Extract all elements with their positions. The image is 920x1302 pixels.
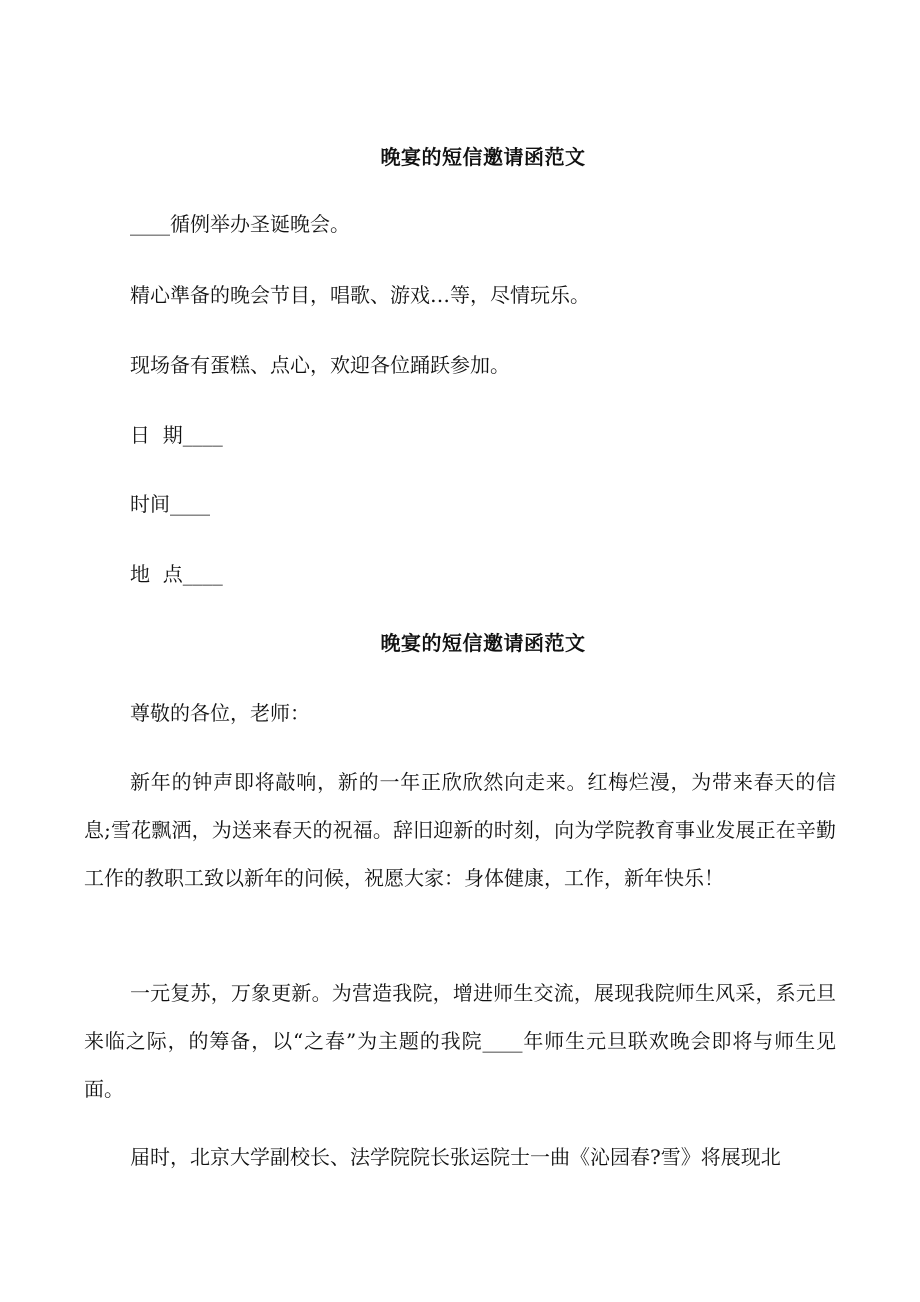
section2-title: 晚宴的短信邀请函范文: [380, 631, 586, 655]
section1-date-line: 日 期____: [130, 423, 223, 447]
section1-location-line: 地 点____: [130, 562, 223, 586]
section2-paragraph-3: 届时，北京大学副校长、法学院院长张运院士一曲《沁园春?雪》将展现北: [130, 1145, 781, 1169]
section2-salutation: 尊敬的各位，老师：: [130, 701, 310, 725]
section2-paragraph-2: 一元复苏，万象更新。为营造我院，增进师生交流，展现我院师生风采，系元旦来临之际，的筹备，以“之春”为主题的我院____年师生元旦联欢晚会即将与师生见面。: [84, 981, 836, 1101]
section1-line-3: 现场备有蛋糕、点心，欢迎各位踊跃参加。: [130, 353, 510, 377]
section1-time-line: 时间____: [130, 492, 210, 516]
section2-paragraph-1: 新年的钟声即将敲响，新的一年正欣欣然向走来。红梅烂漫，为带来春天的信息;雪花飘洒，为送来春天的祝福。辞旧迎新的时刻，向为学院教育事业发展正在辛勤工作的教职工致以新年的问候，祝愿大家：身体健康，工作，新年快乐！: [84, 770, 836, 890]
section1-line-1: ____循例举办圣诞晚会。: [130, 212, 350, 236]
section1-line-2: 精心準备的晚会节目，唱歌、游戏…等，尽情玩乐。: [130, 283, 590, 307]
section1-title: 晚宴的短信邀请函范文: [380, 145, 586, 169]
